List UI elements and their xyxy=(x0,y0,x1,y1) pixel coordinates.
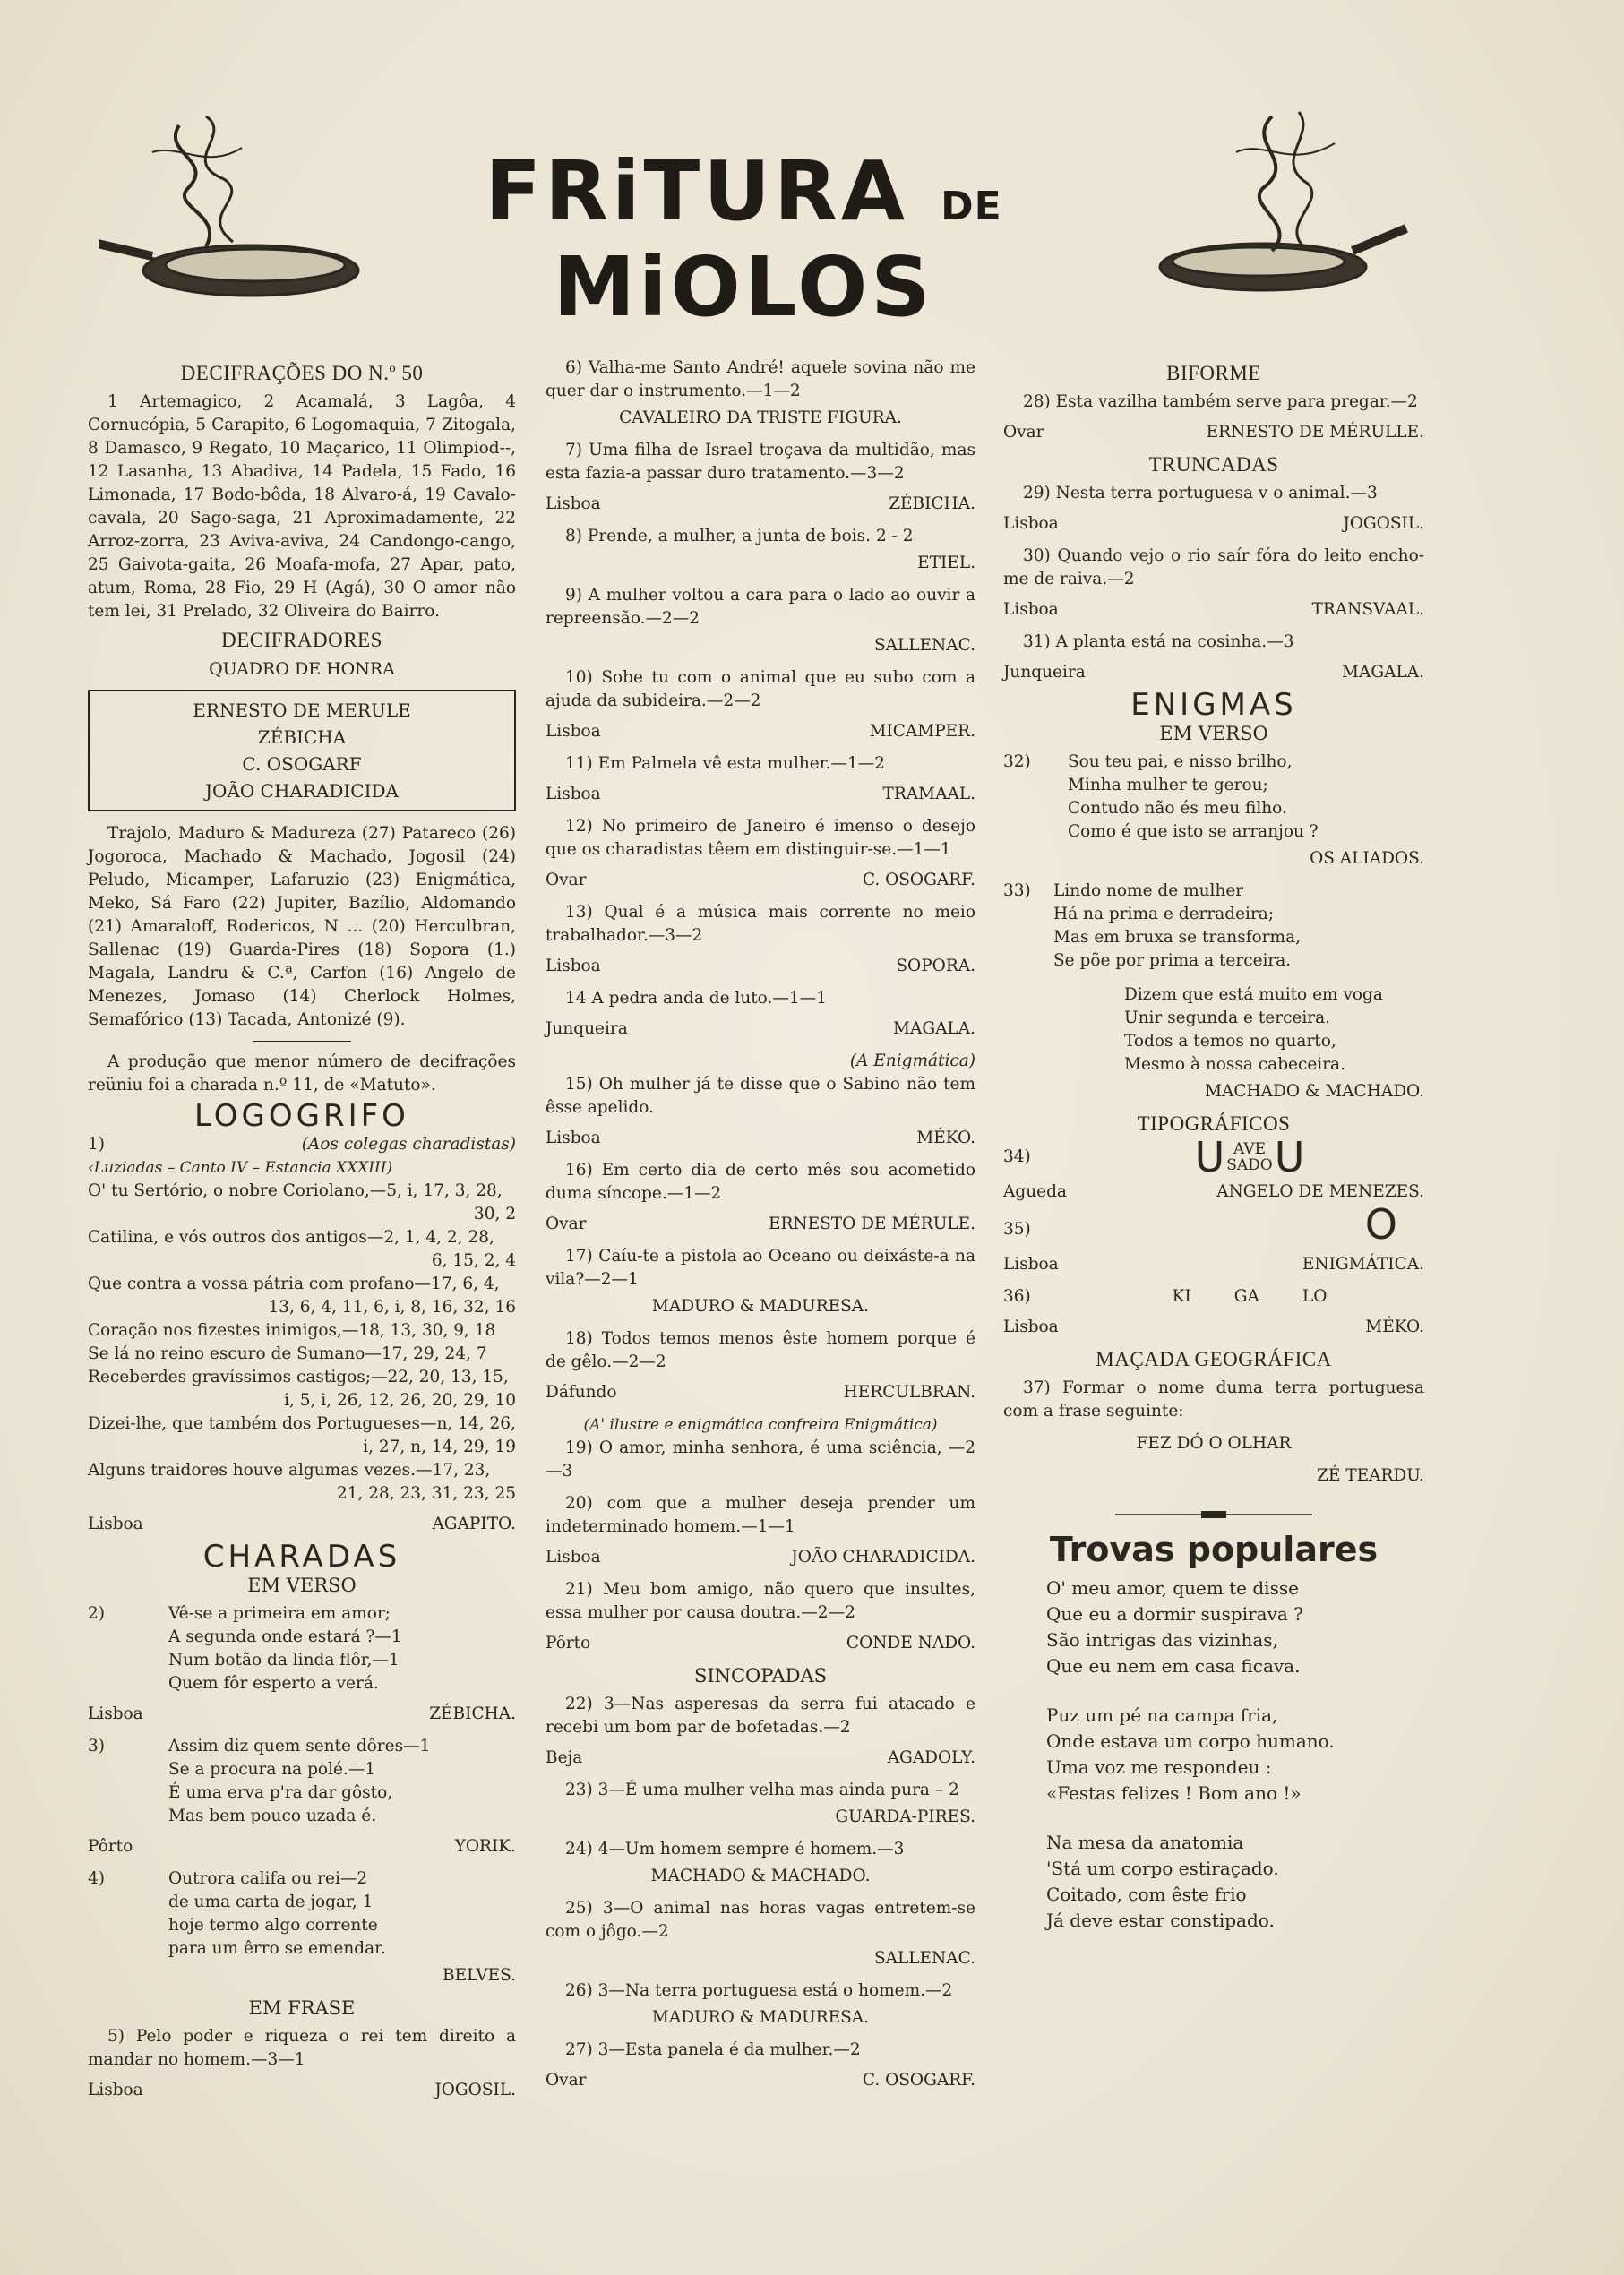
verse-line: Puz um pé na campa fria, xyxy=(1046,1704,1278,1726)
charada-5: 5) Pelo poder e riqueza o rei tem direito a mandar no homem.—3—1 xyxy=(88,2027,516,2069)
em-frase-heading: EM FRASE xyxy=(248,1997,356,2019)
signature-location: Lisboa xyxy=(1003,1255,1059,1274)
charada-26: 26) 3—Na terra portuguesa está o homem.—2 xyxy=(565,1981,953,2000)
signature-name: ZÉBICHA. xyxy=(889,494,975,513)
em-verso-heading: EM VERSO xyxy=(247,1575,357,1596)
enigma-number: 32) xyxy=(1003,752,1031,771)
tipografico-36 xyxy=(1003,1285,1424,1309)
signature-name: ERNESTO DE MÉRULLE. xyxy=(1206,423,1424,442)
decifracoes-heading: DECIFRAÇÕES DO N.º 50 xyxy=(180,362,424,384)
logogrifo-line: Catilina, e vós outros dos antigos—2, 1, 4, 2, 28, xyxy=(88,1228,494,1247)
verse-line: Mas bem pouco uzada é. xyxy=(168,1807,377,1825)
signature-name: C. OSOGARF. xyxy=(862,2071,975,2090)
logogrifo-line: Que contra a vossa pátria com profano—17, 6, 4, xyxy=(88,1275,500,1293)
left-frying-pan-illustration xyxy=(99,116,358,296)
verse-line: Todos a temos no quarto, xyxy=(1124,1032,1336,1051)
charada-25: 25) 3—O animal nas horas vagas entretem-se com o jôgo.—2 xyxy=(546,1899,975,1941)
figure-letter: O xyxy=(1364,1200,1397,1249)
signature xyxy=(1003,661,1424,684)
logogrifo-line: Receberdes gravíssimos castigos;—22, 20, 13, 15, xyxy=(88,1368,509,1386)
biforme-heading: BIFORME xyxy=(1166,362,1261,384)
signature-name: SOPORA. xyxy=(896,957,975,975)
em-verso-heading: EM VERSO xyxy=(1159,723,1268,744)
signature-name: SALLENAC. xyxy=(873,1949,975,1968)
signature xyxy=(546,1546,975,1569)
signature xyxy=(1003,1253,1424,1276)
verse-line: A segunda onde estará ?—1 xyxy=(168,1627,402,1646)
signature-name: MACHADO & MACHADO. xyxy=(1205,1082,1424,1101)
signature-location: Ovar xyxy=(546,2071,587,2090)
sincopadas-heading: SINCOPADAS xyxy=(693,1665,828,1687)
signature xyxy=(1003,598,1424,622)
signature-name: C. OSOGARF. xyxy=(862,871,975,889)
signature-name: TRANSVAAL. xyxy=(1311,600,1424,619)
verse-line: São intrigas das vizinhas, xyxy=(1046,1629,1278,1651)
signature xyxy=(546,783,975,806)
verse-line: Na mesa da anatomia xyxy=(1046,1832,1244,1853)
column-2 xyxy=(546,356,975,2101)
honor-box xyxy=(88,690,516,811)
column-1 xyxy=(88,356,516,2111)
charada-14: 14 A pedra anda de luto.—1—1 xyxy=(565,989,827,1008)
signature-location: Agueda xyxy=(1003,1182,1067,1201)
signature xyxy=(546,720,975,743)
figure-letter: U xyxy=(1194,1133,1225,1181)
signature-name: AGADOLY. xyxy=(887,1748,975,1767)
figure-letter: U xyxy=(1274,1133,1305,1181)
verse-line: Se a procura na polé.—1 xyxy=(168,1760,376,1779)
verse-line: Vê-se a primeira em amor; xyxy=(168,1604,391,1623)
charada-21: 21) Meu bom amigo, não quero que insultes, essa mulher por causa doutra.—2—2 xyxy=(546,1580,975,1622)
signature-name: HERCULBRAN. xyxy=(843,1383,975,1402)
signature xyxy=(546,1632,975,1655)
title-main: FRiTURA xyxy=(485,143,909,239)
figure-top-word: AVE xyxy=(1233,1140,1267,1158)
signature xyxy=(88,1703,516,1726)
signature xyxy=(546,869,975,892)
figure-syllable: KI xyxy=(1172,1287,1191,1306)
honor-name: ZÉBICHA xyxy=(257,726,347,748)
title-end: MiOLOS xyxy=(553,239,934,335)
signature-name: MAGALA. xyxy=(893,1019,975,1038)
logogrifo-line: Se lá no reino escuro de Sumano—17, 29, 24, 7 xyxy=(88,1344,487,1363)
verse-line: Uma voz me respondeu : xyxy=(1046,1756,1272,1778)
signature xyxy=(546,1381,975,1404)
charada-19-dedication: (A' ilustre e enigmática confreira Enigmática) xyxy=(583,1416,938,1434)
right-frying-pan-illustration xyxy=(1160,112,1406,290)
signature-location: Lisboa xyxy=(546,722,601,741)
signature-name: MACHADO & MACHADO. xyxy=(650,1867,871,1885)
charada-20: 20) com que a mulher deseja prender um indeterminado homem.—1—1 xyxy=(546,1494,975,1536)
signature-location: Beja xyxy=(546,1748,583,1767)
signature-location: Lisboa xyxy=(546,1129,601,1147)
tipografico-number: 36) xyxy=(1003,1287,1031,1306)
verse-line: Quem fôr esperto a verá. xyxy=(168,1674,379,1693)
charada-22: 22) 3—Nas asperesas da serra fui atacado e recebi um bom par de bofetadas.—2 xyxy=(546,1695,975,1737)
trova-stanza xyxy=(1003,1703,1424,1807)
signature-location: Ovar xyxy=(1003,423,1044,442)
signature-location: Ovar xyxy=(546,1215,587,1233)
signature xyxy=(88,1835,516,1859)
signature-name: BELVES. xyxy=(443,1966,516,1985)
charada-9: 9) A mulher voltou a cara para o lado ao ouvir a repreensão.—2—2 xyxy=(546,586,975,628)
logogrifo-line: Coração nos fizestes inimigos,—18, 13, 30, 9, 18 xyxy=(88,1321,496,1340)
signature xyxy=(1003,512,1424,536)
logogrifo-line: 6, 15, 2, 4 xyxy=(431,1251,516,1270)
logogrifo-header xyxy=(88,1133,516,1156)
signature xyxy=(546,1213,975,1236)
signature-location: Lisboa xyxy=(88,1515,143,1533)
enigma-33-second-stanza xyxy=(1003,983,1424,1077)
logogrifo-line: i, 5, i, 26, 12, 26, 20, 29, 10 xyxy=(284,1391,516,1410)
verse-line: Já deve estar constipado. xyxy=(1046,1910,1275,1931)
signature xyxy=(88,1513,516,1536)
signature-name: MICAMPER. xyxy=(869,722,975,741)
signature-name: AGAPITO. xyxy=(432,1515,516,1533)
signature-name: JOÃO CHARADICIDA. xyxy=(791,1548,975,1567)
signature-location: Junqueira xyxy=(546,1019,628,1038)
signature-location: Lisboa xyxy=(546,957,601,975)
charada-24: 24) 4—Um homem sempre é homem.—3 xyxy=(565,1840,905,1859)
charada-15-dedication: (A Enigmática) xyxy=(849,1052,975,1070)
charada-12: 12) No primeiro de Janeiro é imenso o desejo que os charadistas têem em distinguir-se.—1—1 xyxy=(546,817,975,859)
signature-location: Lisboa xyxy=(1003,600,1059,619)
signature-name: MÉKO. xyxy=(1365,1318,1424,1336)
logogrifo-dedication: (Aos colegas charadistas) xyxy=(301,1135,516,1154)
tipografico-number: 35) xyxy=(1003,1219,1031,1239)
signature xyxy=(546,1747,975,1770)
verse-line: hoje termo algo corrente xyxy=(168,1916,378,1935)
page-title xyxy=(322,143,1164,335)
verse-line: Dizem que está muito em voga xyxy=(1124,985,1383,1004)
charada-29: 29) Nesta terra portuguesa v o animal.—3 xyxy=(1023,484,1378,502)
verse-line: Num botão da linda flôr,—1 xyxy=(168,1651,400,1670)
signature-location: Lisboa xyxy=(546,785,601,803)
ornament-divider xyxy=(1003,1504,1424,1527)
signature-location: Ovar xyxy=(546,871,587,889)
signature xyxy=(546,1017,975,1041)
charada-17: 17) Caíu-te a pistola ao Oceano ou deixáste-a na vila?—2—1 xyxy=(546,1247,975,1289)
logogrifo-line: 30, 2 xyxy=(473,1205,516,1223)
charada-number: 4) xyxy=(88,1869,105,1888)
logogrifo-number: 1) xyxy=(88,1135,105,1154)
charadas-heading: CHARADAS xyxy=(202,1539,401,1575)
signature xyxy=(1003,1180,1424,1204)
tipograficos-heading: TIPOGRÁFICOS xyxy=(1137,1112,1291,1135)
tipografico-34 xyxy=(1003,1133,1424,1181)
charada-10: 10) Sobe tu com o animal que eu subo com a ajuda da subideira.—2—2 xyxy=(546,668,975,710)
decifradores-list: Trajolo, Maduro & Madureza (27) Patareco (26) Jogoroca, Machado & Machado, Jogosil (24) Peludo, Micamper, Lafaruzio (23) Enigmática, Meko, Sá Faro (22) Jupiter, Bazílio, Aldomando (21) Amaraloff, Rodericos, N ... (20) Herculbran, Sallenac (19) Guarda-Pires (18) Sopora (1.) Magala, Landru & C.ª, Carfon (16) Angelo de Menezes, Jomaso (14) Cherlock Holmes, Semafórico (13) Tacada, Antonizé (9). xyxy=(88,824,516,1029)
trova-stanza xyxy=(1003,1830,1424,1934)
signature-name: MAGALA. xyxy=(1342,663,1424,682)
signature-location: Lisboa xyxy=(1003,1318,1059,1336)
signature-location: Junqueira xyxy=(1003,663,1086,682)
figure-bottom-word: SADO xyxy=(1226,1156,1273,1174)
charada-37: 37) Formar o nome duma terra portuguesa com a frase seguinte: xyxy=(1003,1378,1424,1421)
verse-line: «Festas felizes ! Bom ano !» xyxy=(1046,1782,1302,1804)
verse-line: É uma erva p'ra dar gôsto, xyxy=(168,1783,393,1802)
signature xyxy=(546,1127,975,1150)
tipografico-figure xyxy=(1075,1133,1424,1181)
verse-line: Há na prima e derradeira; xyxy=(1053,905,1275,923)
divider xyxy=(253,1041,351,1042)
verse-line: Assim diz quem sente dôres—1 xyxy=(168,1737,431,1756)
signature-name: ETIEL. xyxy=(917,554,975,572)
charada-31: 31) A planta está na cosinha.—3 xyxy=(1023,632,1294,651)
signature-name: SALLENAC. xyxy=(873,636,975,655)
verse-line: Mas em bruxa se transforma, xyxy=(1053,928,1301,947)
logogrifo-source: ‹Luziadas – Canto IV – Estancia XXXIII) xyxy=(88,1159,393,1177)
signature-location: Dáfundo xyxy=(546,1383,617,1402)
charada-30: 30) Quando vejo o rio saír fóra do leito encho-me de raiva.—2 xyxy=(1003,546,1424,588)
decifradores-heading: DECIFRADORES xyxy=(221,629,382,651)
logogrifo-line: Alguns traidores houve algumas vezes.—17, 23, xyxy=(88,1461,491,1480)
charada-16: 16) Em certo dia de certo mês sou acometido duma síncope.—1—2 xyxy=(546,1161,975,1203)
charada-19: 19) O amor, minha senhora, é uma sciência, —2—3 xyxy=(546,1438,975,1481)
signature xyxy=(546,955,975,978)
column-3 xyxy=(1003,356,1424,1957)
logogrifo-lines xyxy=(88,1180,516,1506)
charada-37-phrase: FEZ DÓ O OLHAR xyxy=(1136,1434,1292,1453)
signature-name: ZÉBICHA. xyxy=(429,1704,516,1723)
verse-line: Minha mulher te gerou; xyxy=(1068,776,1268,794)
truncadas-heading: TRUNCADAS xyxy=(1148,453,1279,476)
signature xyxy=(1003,421,1424,444)
verse-line: Que eu a dormir suspirava ? xyxy=(1046,1603,1303,1625)
signature-location: Lisboa xyxy=(546,1548,601,1567)
verse-line: Como é que isto se arranjou ? xyxy=(1068,822,1319,841)
verse-line: Onde estava um corpo humano. xyxy=(1046,1730,1335,1752)
quadro-honra-heading: QUADRO DE HONRA xyxy=(209,659,395,679)
macada-heading: MAÇADA GEOGRÁFICA xyxy=(1096,1348,1332,1370)
honor-name: ERNESTO DE MERULE xyxy=(193,700,411,721)
charada-27: 27) 3—Esta panela é da mulher.—2 xyxy=(565,2040,861,2059)
signature-name: MÉKO. xyxy=(916,1129,975,1147)
verse-line: 'Stá um corpo estiraçado. xyxy=(1046,1858,1279,1879)
signature-name: JOGOSIL. xyxy=(434,2081,516,2099)
signature-name: JOGOSIL. xyxy=(1343,514,1424,533)
charada-28: 28) Esta vazilha também serve para pregar.—2 xyxy=(1023,392,1418,411)
trovas-heading: Trovas populares xyxy=(1049,1530,1379,1569)
signature-name: MADURO & MADURESA. xyxy=(651,2008,870,2027)
signature-name: GUARDA-PIRES. xyxy=(835,1807,975,1826)
signature-name: OS ALIADOS. xyxy=(1310,849,1424,868)
signature xyxy=(546,2069,975,2092)
figure-syllable: GA xyxy=(1233,1287,1259,1306)
verse-line: Se põe por prima a terceira. xyxy=(1053,951,1292,970)
charada-18: 18) Todos temos menos êste homem porque é de gêlo.—2—2 xyxy=(546,1329,975,1371)
signature-name: YORIK. xyxy=(454,1837,516,1856)
verse-line: Contudo não és meu filho. xyxy=(1068,799,1287,818)
charada-4 xyxy=(88,1867,516,1961)
trova-stanza xyxy=(1003,1575,1424,1679)
verse-line: para um êrro se emendar. xyxy=(168,1939,386,1958)
honor-name: JOÃO CHARADICIDA xyxy=(205,780,399,802)
enigmas-heading: ENIGMAS xyxy=(1130,687,1297,723)
verse-line: O' meu amor, quem te disse xyxy=(1046,1577,1299,1599)
signature-location: Lisboa xyxy=(546,494,601,513)
signature-name: TRAMAAL. xyxy=(882,785,975,803)
logogrifo-line: 21, 28, 23, 31, 23, 25 xyxy=(336,1484,516,1503)
signature-location: Lisboa xyxy=(1003,514,1059,533)
producao-note: A produção que menor número de decifrações reüniu foi a charada n.º 11, de «Matuto». xyxy=(88,1052,516,1095)
enigma-number: 33) xyxy=(1003,881,1031,900)
verse-line: Mesmo à nossa cabeceira. xyxy=(1124,1055,1345,1074)
verse-line: Unir segunda e terceira. xyxy=(1124,1009,1331,1027)
logogrifo-line: i, 27, n, 14, 29, 19 xyxy=(363,1438,516,1456)
signature-name: CONDE NADO. xyxy=(846,1634,975,1653)
signature-location: Lisboa xyxy=(88,2081,143,2099)
charada-2 xyxy=(88,1602,516,1696)
logogrifo-heading: LOGOGRIFO xyxy=(194,1098,409,1134)
signature-name: ANGELO DE MENEZES. xyxy=(1216,1182,1424,1201)
charada-8: 8) Prende, a mulher, a junta de bois. 2 - 2 xyxy=(565,527,914,545)
tipografico-number: 34) xyxy=(1003,1147,1031,1166)
charada-number: 3) xyxy=(88,1737,105,1756)
logogrifo-line: Dizei-lhe, que também dos Portugueses—n, 14, 26, xyxy=(88,1414,516,1433)
signature-name: ZÉ TEARDU. xyxy=(1317,1466,1424,1485)
honor-name: C. OSOGARF xyxy=(242,753,362,775)
charada-23: 23) 3—É uma mulher velha mas ainda pura – 2 xyxy=(565,1781,959,1799)
charada-7: 7) Uma filha de Israel troçava da multidão, mas esta fazia-a passar duro tratamento.—3—2 xyxy=(546,441,975,483)
signature-name: MADURO & MADURESA. xyxy=(651,1297,870,1316)
signature-location: Lisboa xyxy=(88,1704,143,1723)
signature xyxy=(1003,1316,1424,1339)
enigma-33 xyxy=(1003,880,1424,973)
enigma-32 xyxy=(1003,751,1424,844)
signature-location: Pôrto xyxy=(88,1837,133,1856)
signature xyxy=(88,2079,516,2102)
charada-15: 15) Oh mulher já te disse que o Sabino não tem êsse apelido. xyxy=(546,1075,975,1117)
verse-line: de uma carta de jogar, 1 xyxy=(168,1893,374,1911)
charada-3 xyxy=(88,1735,516,1828)
verse-line: Outrora califa ou rei—2 xyxy=(168,1869,368,1888)
verse-line: Que eu nem em casa ficava. xyxy=(1046,1655,1301,1677)
signature-name: ENIGMÁTICA. xyxy=(1302,1255,1424,1274)
figure-syllable: LO xyxy=(1302,1287,1328,1306)
decifracoes-text: 1 Artemagico, 2 Acamalá, 3 Lagôa, 4 Cornucópia, 5 Carapito, 6 Logomaquia, 7 Zitogala, 8 Damasco, 9 Regato, 10 Maçarico, 11 Olimpiod--, 12 Lasanha, 13 Abadiva, 14 Padela, 15 Fado, 16 Limonada, 17 Bodo-bôda, 18 Alvaro-á, 19 Cavalo-cavala, 20 Sago-saga, 21 Aproximadamente, 22 Arroz-zorra, 23 Aviva-aviva, 24 Candongo-cango, 25 Gaivota-gaita, 26 Moafa-mofa, 27 Apar, pato, atum, Roma, 28 Fio, 29 H (Agá), 30 O amor não tem lei, 31 Prelado, 32 Oliveira do Bairro. xyxy=(88,392,516,621)
charada-number: 2) xyxy=(88,1604,105,1623)
charada-11: 11) Em Palmela vê esta mulher.—1—2 xyxy=(565,754,885,773)
title-de: DE xyxy=(941,184,1002,229)
verse-line: Sou teu pai, e nisso brilho, xyxy=(1068,752,1293,771)
signature-name: ERNESTO DE MÉRULE. xyxy=(768,1215,975,1233)
signature-location: Pôrto xyxy=(546,1634,591,1653)
signature xyxy=(546,493,975,516)
verse-line: Lindo nome de mulher xyxy=(1053,881,1244,900)
verse-line: Coitado, com êste frio xyxy=(1046,1884,1247,1905)
charada-13: 13) Qual é a música mais corrente no meio trabalhador.—3—2 xyxy=(546,903,975,945)
charada-6: 6) Valha-me Santo André! aquele sovina não me quer dar o instrumento.—1—2 xyxy=(546,358,975,400)
logogrifo-line: O' tu Sertório, o nobre Coriolano,—5, i, 17, 3, 28, xyxy=(88,1181,503,1200)
signature-name: CAVALEIRO DA TRISTE FIGURA. xyxy=(619,408,902,427)
logogrifo-line: 13, 6, 4, 11, 6, i, 8, 16, 32, 16 xyxy=(268,1298,516,1317)
tipografico-35 xyxy=(1003,1200,1424,1249)
